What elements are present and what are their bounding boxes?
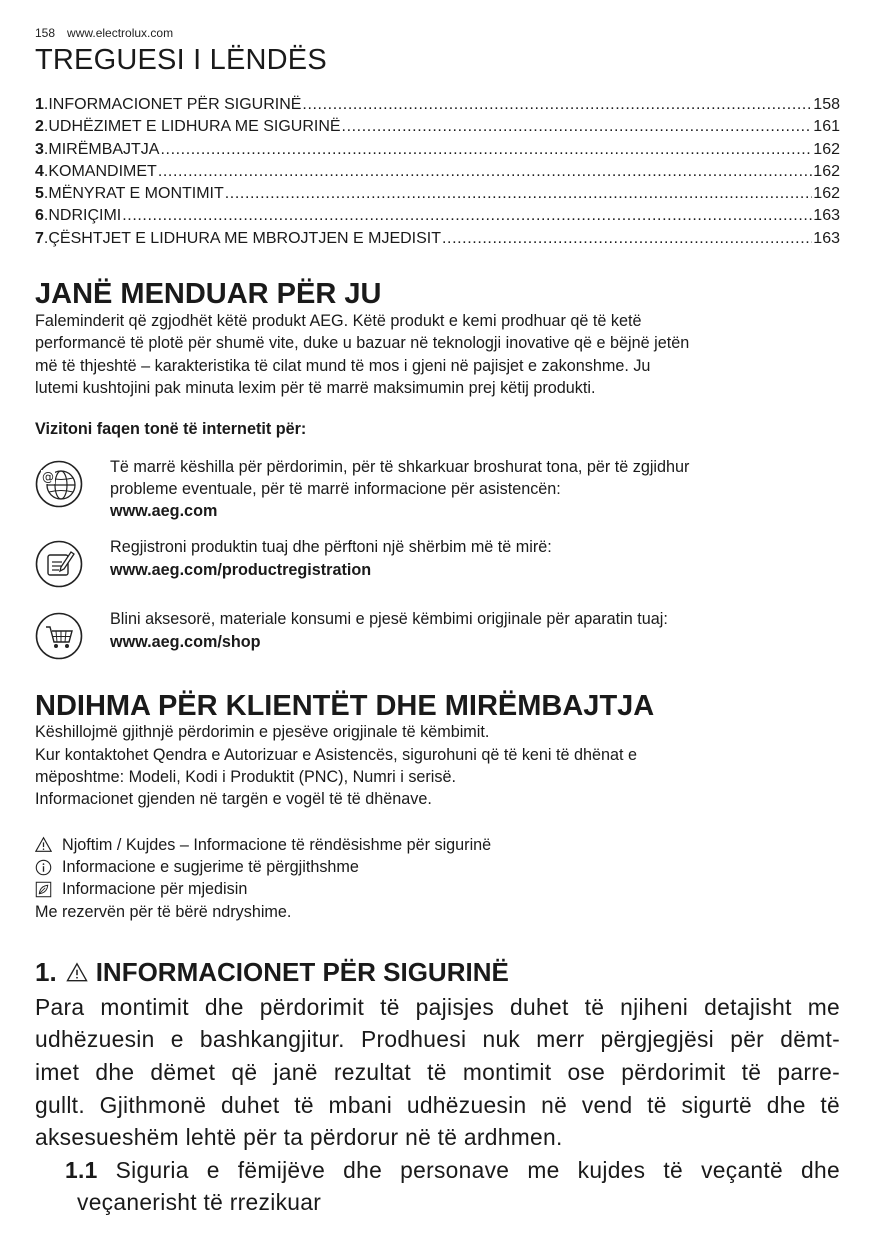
- support-title: NDIHMA PËR KLIENTËT DHE MIRËMBAJTJA: [35, 690, 655, 723]
- toc-item-page: 163: [813, 229, 840, 247]
- safety-heading: 1. INFORMACIONET PËR SIGURINË: [35, 956, 509, 987]
- toc-item[interactable]: 6 . NDRIÇIMI ..... 163: [35, 205, 840, 227]
- environment-icon: [35, 881, 52, 898]
- support-paragraph: Këshillojmë gjithnjë përdorimin e pjesëve origjinale të këmbimit. Kur kontaktohet Qendra e Autorizuar e Asistencës, sigurohuni që të keni të dhënat e mëposhtme: Modeli, Kodi i Produktit (PNC), Numri i serisë. Informacionet gjenden në targën e vogël të të dhënave.: [35, 723, 638, 809]
- globe-icon: [35, 460, 83, 508]
- toc-title: TREGUESI I LËNDËS: [35, 44, 327, 76]
- svg-text:@: @: [42, 469, 54, 484]
- subsection-1-1: 1.1 Siguria e fëmijëve dhe personave me kujdes të veçantë dhe veçanerisht të rrezikuar: [65, 1156, 840, 1216]
- toc-item-page: 163: [813, 207, 840, 225]
- visit-item-shop: Blini aksesorë, materiale konsumi e pjesë këmbimi origjinale për aparatin tuaj: www.aeg.com/shop: [35, 608, 840, 660]
- visit-item-registration: Regjistroni produktin tuaj dhe përftoni një shërbim më të mirë: www.aeg.com/productregistration: [35, 536, 840, 588]
- legend-item: Informacione e sugjerime të përgjithshme: [35, 856, 840, 878]
- intro-paragraph: Faleminderit që zgjodhët këtë produkt AEG. Këtë produkt e kemi prodhuar që të ketë performancë të plotë për shumë vite, duke u bazuar në teknologji inovative që e bëjnë jetën më të thjeshtë – karakteristika të cilat mund të mos i gjeni në pajisjet e zakonshme. Ju lutemi kushtojini pak minuta lexim për të marrë maksimumin prej këtij produkti.: [35, 312, 690, 397]
- page-number: 158: [35, 26, 56, 40]
- website-url[interactable]: www.electrolux.com: [67, 26, 174, 40]
- visit-label: Vizitoni faqen tonë të internetit për:: [35, 420, 307, 439]
- toc-item-page: 162: [813, 162, 840, 180]
- info-icon: [35, 859, 52, 876]
- toc-item-label: KOMANDIMET: [48, 162, 157, 180]
- page-header: [35, 26, 840, 42]
- subsection-title: Siguria e fëmijëve dhe personave me kujdes të veçantë dhe: [115, 1156, 840, 1183]
- intro-title: JANË MENDUAR PËR JU: [35, 278, 382, 311]
- toc-item-page: 161: [813, 118, 840, 136]
- toc-item-label: MIRËMBAJTJA: [48, 140, 160, 158]
- warning-icon: [66, 962, 88, 982]
- symbol-legend: [35, 834, 840, 923]
- legend-item: Informacione për mjedisin: [35, 878, 840, 900]
- safety-paragraph: Para montimit dhe përdorimit të pajisjes duhet të njiheni detajisht me udhëzuesin e bashkangjitur. Prodhuesi nuk merr përgjegjësi për dëmt- imet dhe dëmet që janë rezultat të montimit ose përdorimit të parre- gullt. Gjithmonë duhet të mbani udhëzuesin në vend të sigurtë dhe të aksesueshëm lehtë për ta përdorur në të ardhmen.: [35, 993, 840, 1151]
- cart-icon: [35, 612, 83, 660]
- toc-item[interactable]: 1 . INFORMACIONET PËR SIGURINË ..... 158: [35, 94, 840, 116]
- toc-item[interactable]: 4 . KOMANDIMET ..... 162: [35, 161, 840, 183]
- register-icon: [35, 540, 83, 588]
- warning-icon: [35, 836, 52, 853]
- toc-item-page: 162: [813, 140, 840, 158]
- table-of-contents: [35, 94, 840, 250]
- subsection-number: 1.1: [65, 1156, 98, 1183]
- toc-item-label: UDHËZIMET E LIDHURA ME SIGURINË: [48, 118, 341, 136]
- toc-item[interactable]: 3 . MIRËMBAJTJA ..... 162: [35, 139, 840, 161]
- toc-item-label: ÇËSHTJET E LIDHURA ME MBROJTJEN E MJEDISIT: [48, 229, 441, 247]
- toc-item-page: 162: [813, 185, 840, 203]
- toc-item-label: MËNYRAT E MONTIMIT: [48, 185, 224, 203]
- registration-link[interactable]: www.aeg.com/productregistration: [110, 560, 372, 579]
- toc-item[interactable]: 5 . MËNYRAT E MONTIMIT ..... 162: [35, 183, 840, 205]
- legend-item: Njoftim / Kujdes – Informacione të rëndësishme për sigurinë: [35, 834, 840, 856]
- change-notice: Me rezervën për të bërë ndryshime.: [35, 902, 292, 921]
- visit-item-support: @ Të marrë këshilla për përdorimin, për të shkarkuar broshurat tona, për të zgjidhur probleme eventuale, për të marrë informacione për asistencën: www.aeg.com: [35, 456, 840, 523]
- toc-item-label: INFORMACIONET PËR SIGURINË: [48, 96, 302, 113]
- shop-link[interactable]: www.aeg.com/shop: [110, 632, 261, 651]
- aeg-link[interactable]: www.aeg.com: [110, 502, 218, 521]
- toc-item-page: 158: [813, 96, 840, 113]
- toc-item-label: NDRIÇIMI: [48, 207, 122, 225]
- toc-item[interactable]: 2 . UDHËZIMET E LIDHURA ME SIGURINË ..... 161: [35, 116, 840, 138]
- toc-item[interactable]: 7 . ÇËSHTJET E LIDHURA ME MBROJTJEN E MJEDISIT ..... 163: [35, 228, 840, 250]
- document-page: [35, 26, 840, 1219]
